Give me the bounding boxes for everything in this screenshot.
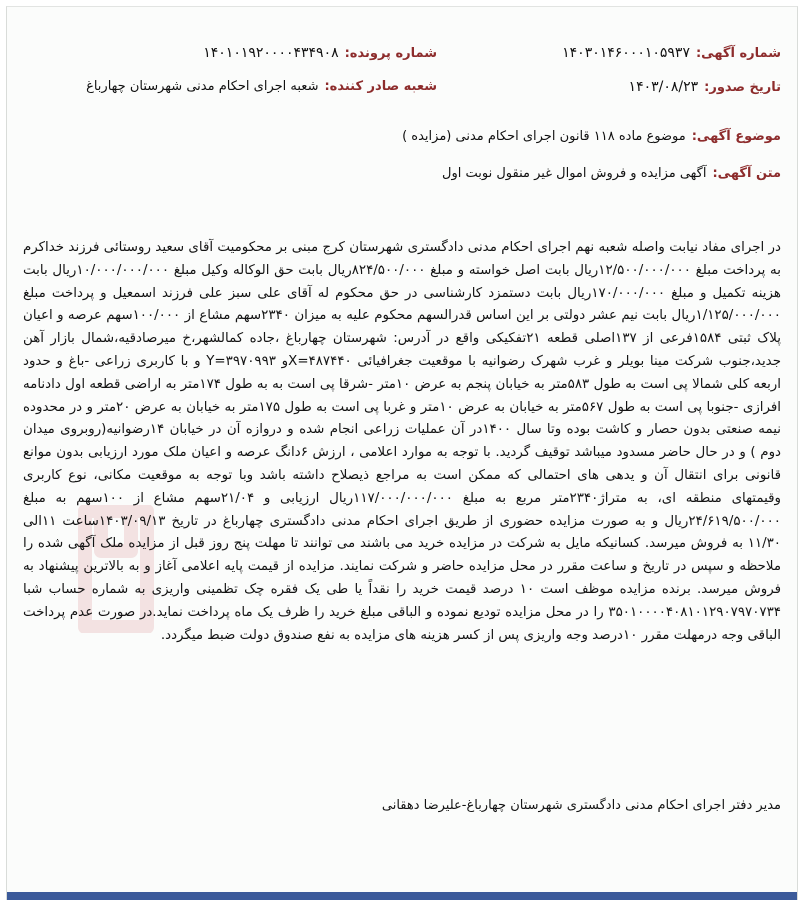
issuing-branch-label: شعبه صادر کننده:: [324, 79, 437, 94]
subject-value: موضوع ماده ۱۱۸ قانون اجرای احکام مدنی (مزایده ): [402, 129, 686, 144]
notice-number-value: ۱۴۰۳۰۱۴۶۰۰۰۱۰۵۹۳۷: [562, 45, 690, 61]
subject-row: [402, 129, 781, 151]
notice-page: [6, 6, 798, 900]
bottom-bar: [7, 892, 797, 900]
issue-date-label: تاریخ صدور:: [704, 80, 781, 95]
notice-text-value: آگهی مزایده و فروش اموال غیر منقول نوبت اول: [442, 166, 707, 181]
issue-date-row: [629, 79, 781, 101]
notice-text-label: متن آگهی:: [712, 166, 781, 181]
notice-number-row: [562, 45, 781, 67]
file-number-label: شماره پرونده:: [344, 46, 437, 61]
issue-date-value: ۱۴۰۳/۰۸/۲۳: [628, 79, 699, 95]
notice-text-row: [442, 166, 781, 188]
subject-label: موضوع آگهی:: [691, 129, 781, 144]
notice-body: در اجرای مفاد نیابت واصله شعبه نهم اجرای احکام مدنی دادگستری شهرستان کرج مبنی بر محکومیت آقای سعید روستائی فرزند خداکرم به پرداخت مبلغ ۱۲/۵۰۰/۰۰۰/۰۰۰ریال بابت اصل خواسته و مبلغ ۸۲۴/۵۰۰/۰۰۰ریال بابت حق الوکاله وکیل مبلغ ۱۰/۰۰۰/۰۰۰/۰۰۰ریال بابت هزینه تکمیل و مبلغ ۱۷۰/۰۰۰/۰۰۰ریال بابت دستمزد کارشناسی در حق محکوم له آقای علی سبز علی فرزند اسمعیل و پرداخت مبلغ ۱/۱۲۵/۰۰۰/۰۰۰ریال بابت نیم عشر دولتی بر این اساس قدرالسهم محکوم علیه به میزان ۲۳۴۰سهم مشاع از ۱۰۰/۰۰۰سهم عرصه و اعیان پلاک ثبتی ۱۵۸۴فرعی از ۱۳۷اصلی قطعه ۲۱تفکیکی واقع در آدرس: شهرستان چهارباغ ،جاده کمالشهر،خ میرصادقیه،شمال بازار آهن جدید،جنوب شرکت مینا بویلر و غرب شهرک رضوانیه با موقعیت جغرافیائی X=۴۸۷۴۴۰و Y=۳۹۷۰۹۹۳ و با کاربری زراعی -باغ و حدود اربعه کلی شمالا پی است به طول ۵۸۳متر به خیابان پنجم به عرض ۱۰متر -شرقا پی است به به طول ۱۷۴متر به اراضی قطعه اول دادنامه افرازی -جنوبا پی است به طول ۵۶۷متر به خیابان به عرض ۱۰متر و غربا پی است به طول ۱۷۵متر به خیابان به عرض ۲۰متر و در محدوده نیمه صنعتی بدون حصار و کاشت بوده وتا سال ۱۴۰۰در آن عملیات زراعی انجام شده و دروازه آن در خیابان ۱۴رضوانیه(روبروی میدان دوم ) و در حال حاضر مسدود میباشد توقیف گردید. با توجه به موارد اعلامی ، ارزش ۶دانگ عرصه و اعیان ملک مورد ارزیابی بدون موانع قانونی برای انتقال آن و یدهی های احتمالی که ممکن است به مراجع ذیصلاح داشته باشد وبا توجه به موقعیت مکانی، نوع کاربری وقیمتهای منطقه ای، به متراژ۲۳۴۰متر مربع به مبلغ ۱۱۷/۰۰۰/۰۰۰/۰۰۰ریال ارزیابی و ۲۱/۰۴سهم مشاع از ۱۰۰سهم به مبلغ ۲۴/۶۱۹/۵۰۰/۰۰۰ریال و به صورت مزایده حضوری از طریق اجرای احکام مدنی دادگستری چهارباغ در تاریخ ۱۴۰۳/۰۹/۱۳ساعت ۱۱الی ۱۱/۳۰ به فروش میرسد. کسانیکه مایل به شرکت در مزایده خرید می باشند می توانند تا مهلت پنج روز قبل از مزایده ملک آگهی شده را ملاحظه و سپس در تاریخ و ساعت مقرر در محل مزایده حاضر و شرکت نمایند. مزایده از قیمت پایه اعلامی آغاز و به بالاترین پیشنهاد به فروش میرسد. برنده مزایده موظف است ۱۰ درصد قیمت خرید را نقداً یا طی یک فقره چک تظمینی واریزی به شماره حساب شبا ۳۵۰۱۰۰۰۰۴۰۸۱۰۱۲۹۰۷۹۷۰۷۳۴ را در محل مزایده تودیع نموده و الباقی مبلغ خرید را ظرف یک ماه پرداخت نماید.در صورت عدم پرداخت الباقی وجه درمهلت مقرر ۱۰درصد وجه واریزی پس از کسر هزینه های مزایده به نفع صندوق دولت ضبط میگردد.: [23, 240, 782, 643]
issuing-branch-value: شعبه اجرای احکام مدنی شهرستان چهارباغ: [86, 79, 319, 94]
file-number-row: [203, 45, 437, 67]
notice-number-label: شماره آگهی:: [695, 46, 781, 61]
issuing-branch-row: [86, 79, 437, 101]
signature-line: مدیر دفتر اجرای احکام مدنی دادگستری شهرستان چهارباغ-علیرضا دهقانی: [381, 798, 781, 813]
file-number-value: ۱۴۰۱۰۱۹۲۰۰۰۰۴۳۴۹۰۸: [203, 45, 339, 61]
